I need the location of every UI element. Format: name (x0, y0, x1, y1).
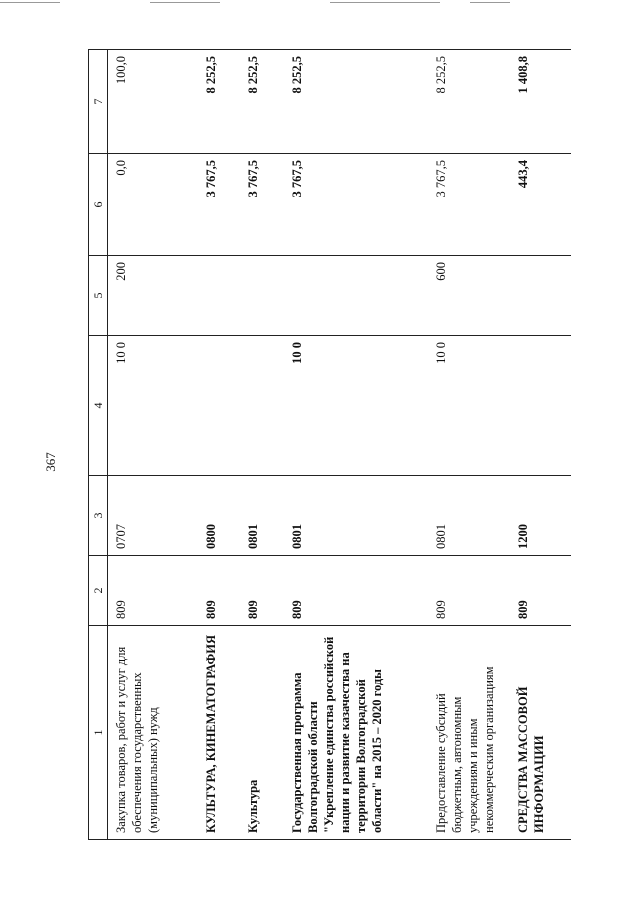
page-number: 367 (43, 452, 58, 472)
header-cell: 2 (89, 556, 108, 626)
row-code-ministry: 809 (511, 556, 571, 626)
row-code-type: 600 (429, 256, 511, 336)
header-cell: 4 (89, 336, 108, 476)
row-code-section: 1200 (511, 476, 571, 556)
table-row (429, 50, 511, 840)
table-row (241, 50, 285, 840)
row-name: Государственная программа Волгоградской области "Укрепление единства российской нации и развитие казачества на территории Волгоградской области" на 2015 – 2020 годы (285, 626, 429, 840)
row-code-section: 0801 (429, 476, 511, 556)
header-cell: 1 (89, 626, 108, 840)
row-code-type (241, 256, 285, 336)
scan-top-edge (0, 0, 640, 6)
row-value-col7: 8 252,5 (429, 50, 511, 154)
row-code-ministry: 809 (429, 556, 511, 626)
row-code-program (199, 336, 241, 476)
row-code-section: 0800 (199, 476, 241, 556)
row-code-program (241, 336, 285, 476)
row-name: Предоставление субсидий бюджетным, автономным учреждениям и иным некоммерческим организациям (429, 626, 511, 840)
row-code-type: 200 (108, 256, 199, 336)
row-value-col7: 8 252,5 (199, 50, 241, 154)
row-code-program: 10 0 (429, 336, 511, 476)
row-code-section: 0707 (108, 476, 199, 556)
row-code-type (199, 256, 241, 336)
row-code-type (511, 256, 571, 336)
row-value-col7: 100,0 (108, 50, 199, 154)
rotated-table-wrapper (88, 50, 596, 840)
header-cell: 7 (89, 50, 108, 154)
table-row (511, 50, 571, 840)
row-code-program: 10 0 (108, 336, 199, 476)
row-value-col7: 8 252,5 (241, 50, 285, 154)
row-value-col6: 0,0 (108, 154, 199, 256)
row-code-section: 0801 (285, 476, 429, 556)
budget-table (88, 49, 571, 840)
row-value-col7: 1 408,8 (511, 50, 571, 154)
row-code-ministry: 809 (199, 556, 241, 626)
header-cell: 6 (89, 154, 108, 256)
row-code-ministry: 809 (285, 556, 429, 626)
row-code-program (511, 336, 571, 476)
table-header-row (89, 50, 108, 840)
row-name: КУЛЬТУРА, КИНЕМАТОГРАФИЯ (199, 626, 241, 840)
table-row (108, 50, 199, 840)
table-row (285, 50, 429, 840)
row-value-col6: 3 767,5 (199, 154, 241, 256)
row-code-program: 10 0 (285, 336, 429, 476)
row-value-col6: 3 767,5 (285, 154, 429, 256)
row-code-ministry: 809 (108, 556, 199, 626)
header-cell: 5 (89, 256, 108, 336)
row-name: СРЕДСТВА МАССОВОЙ ИНФОРМАЦИИ (511, 626, 571, 840)
row-value-col7: 8 252,5 (285, 50, 429, 154)
row-code-type (285, 256, 429, 336)
table-row (199, 50, 241, 840)
header-cell: 3 (89, 476, 108, 556)
row-name: Культура (241, 626, 285, 840)
row-value-col6: 443,4 (511, 154, 571, 256)
row-value-col6: 3 767,5 (429, 154, 511, 256)
row-code-section: 0801 (241, 476, 285, 556)
row-code-ministry: 809 (241, 556, 285, 626)
row-name: Закупка товаров, работ и услуг для обеспечения государственных (муниципальных) нужд (108, 626, 199, 840)
row-value-col6: 3 767,5 (241, 154, 285, 256)
